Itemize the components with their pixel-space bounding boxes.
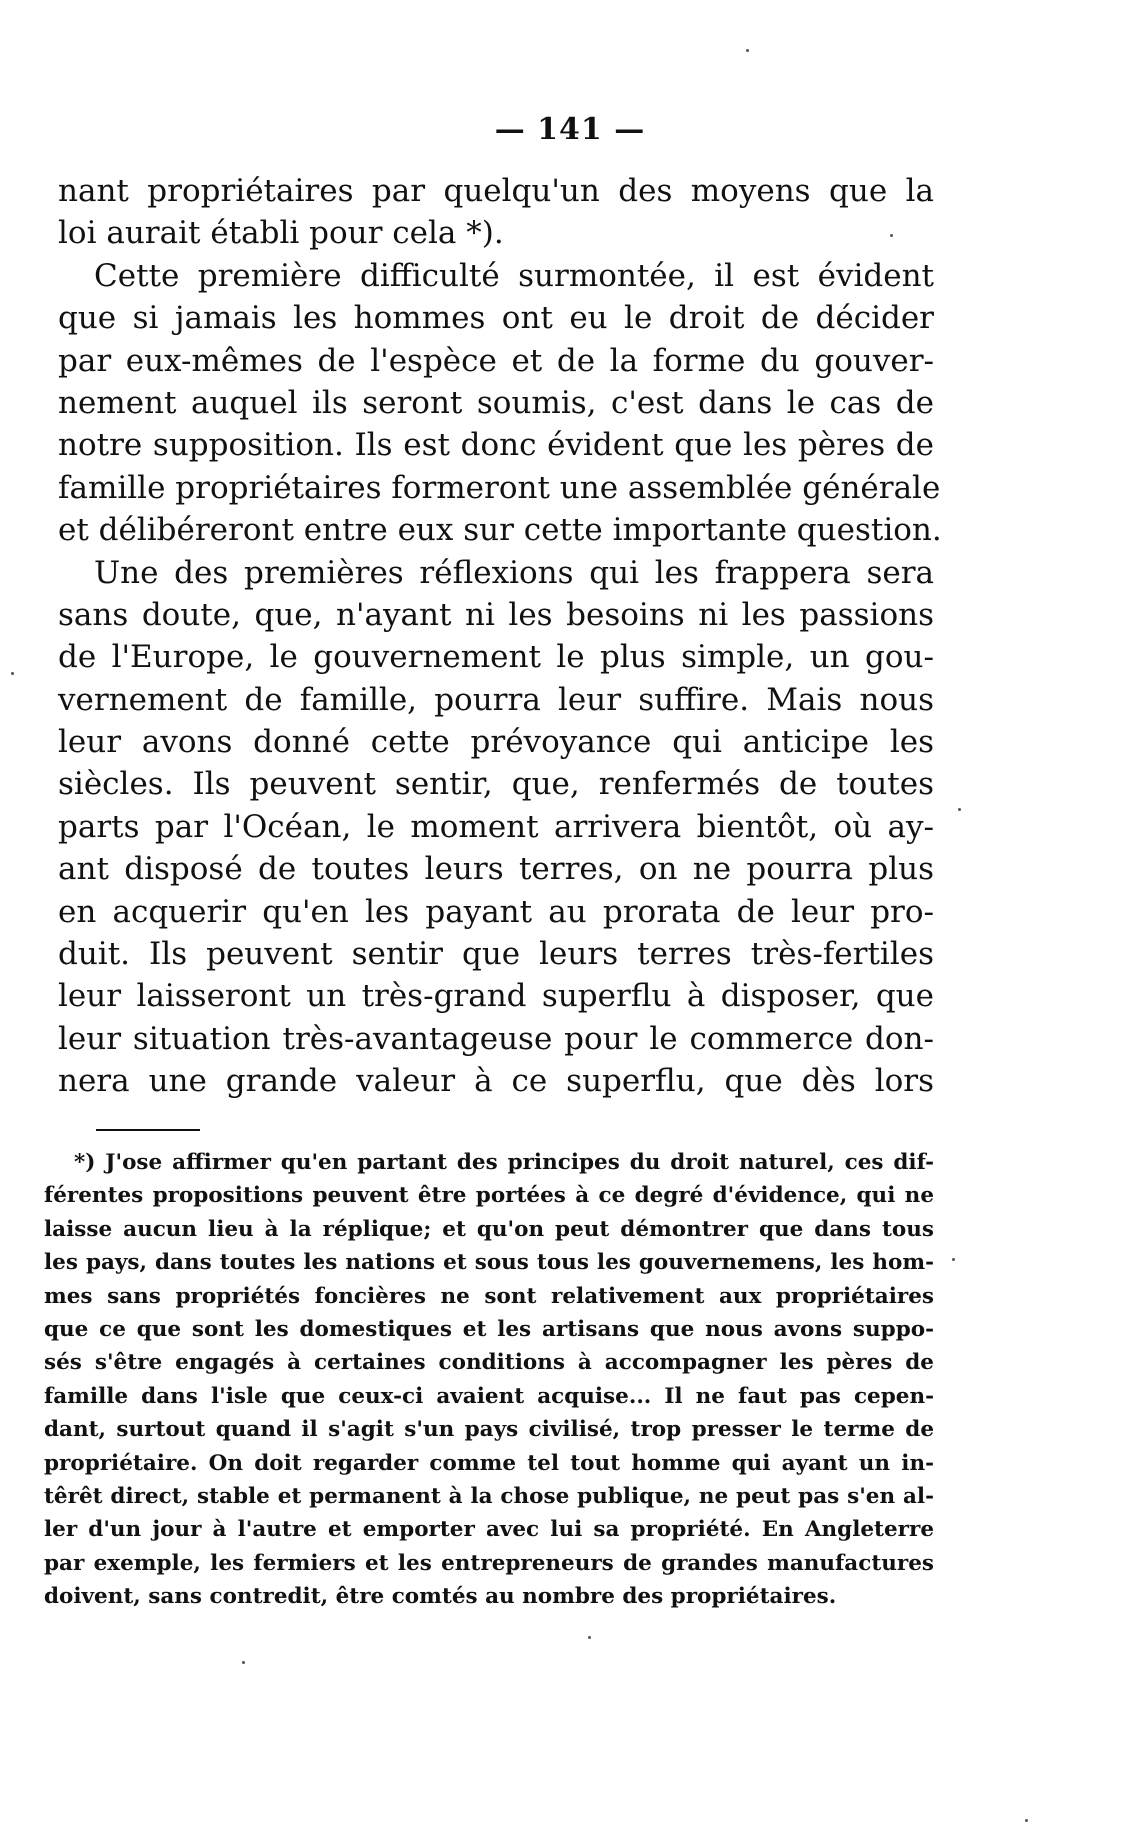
footnote-line: *) J'ose affirmer qu'en partant des principes du droit naturel, ces dif- xyxy=(74,1150,934,1175)
footnote-divider xyxy=(96,1129,200,1131)
body-line: famille propriétaires formeront une assemblée générale xyxy=(58,469,941,506)
scan-speck xyxy=(746,49,749,52)
footnote-line: mes sans propriétés foncières ne sont relativement aux propriétaires xyxy=(44,1283,934,1309)
body-line: Cette première difficulté surmontée, il est évident xyxy=(94,257,934,294)
body-line: siècles. Ils peuvent sentir, que, renfermés de toutes xyxy=(58,766,934,803)
body-line: de l'Europe, le gouvernement le plus simple, un gou- xyxy=(58,639,934,676)
footnote-line: têrêt direct, stable et permanent à la chose publique, ne peut pas s'en al- xyxy=(44,1483,934,1509)
body-line: en acquerir qu'en les payant au prorata de leur pro- xyxy=(58,893,934,930)
body-line: parts par l'Océan, le moment arrivera bientôt, où ay- xyxy=(58,808,934,845)
footnote-line: dant, surtout quand il s'agit s'un pays civilisé, trop presser le terme de xyxy=(44,1417,934,1443)
scan-speck xyxy=(588,1636,591,1639)
footnote-line: doivent, sans contredit, être comtés au nombre des propriétaires. xyxy=(44,1584,837,1610)
footnote-line: les pays, dans toutes les nations et sous tous les gouvernemens, les hom- xyxy=(44,1250,934,1276)
footnote xyxy=(44,1146,934,1613)
footnote-line: propriétaire. On doit regarder comme tel tout homme qui ayant un in- xyxy=(44,1450,934,1476)
scan-speck xyxy=(958,808,961,811)
body-line: nement auquel ils seront soumis, c'est dans le cas de xyxy=(58,384,934,421)
body-line: loi aurait établi pour cela *). xyxy=(58,215,504,252)
body-text xyxy=(58,170,942,1103)
footnote-line: famille dans l'isle que ceux-ci avaient acquise... Il ne faut pas cepen- xyxy=(44,1383,934,1409)
scan-speck xyxy=(11,672,14,675)
scan-speck xyxy=(890,234,893,237)
footnote-line: sés s'être engagés à certaines conditions à accompagner les pères de xyxy=(44,1350,934,1376)
body-line: nant propriétaires par quelqu'un des moyens que la xyxy=(58,173,934,209)
footnote-line: ler d'un jour à l'autre et emporter avec lui sa propriété. En Angleterre xyxy=(44,1517,934,1543)
body-line: sans doute, que, n'ayant ni les besoins ni les passions xyxy=(58,596,934,633)
scan-speck xyxy=(1025,1819,1028,1822)
body-line: notre supposition. Ils est donc évident que les pères de xyxy=(58,427,934,464)
body-line: Une des premières réflexions qui les frappera sera xyxy=(94,554,934,591)
footnote-line: férentes propositions peuvent être portées à ce degré d'évidence, qui ne xyxy=(44,1183,934,1209)
body-line: par eux-mêmes de l'espèce et de la forme du gouver- xyxy=(58,342,934,379)
body-line: et délibéreront entre eux sur cette importante question. xyxy=(58,512,942,549)
body-line: que si jamais les hommes ont eu le droit de décider xyxy=(58,300,934,337)
scan-speck xyxy=(952,1258,955,1261)
body-line: leur situation très-avantageuse pour le commerce don- xyxy=(58,1020,934,1057)
footnote-line: que ce que sont les domestiques et les artisans que nous avons suppo- xyxy=(44,1316,934,1342)
scan-speck xyxy=(242,1661,245,1664)
footnote-line: laisse aucun lieu à la réplique; et qu'on peut démontrer que dans tous xyxy=(44,1216,934,1242)
footnote-line: par exemple, les fermiers et les entrepreneurs de grandes manufactures xyxy=(44,1550,934,1576)
body-line: vernement de famille, pourra leur suffire. Mais nous xyxy=(58,681,934,718)
body-line: leur laisseront un très-grand superflu à disposer, que xyxy=(58,978,934,1015)
body-line: ant disposé de toutes leurs terres, on ne pourra plus xyxy=(58,851,934,888)
body-line: leur avons donné cette prévoyance qui anticipe les xyxy=(58,724,934,761)
page-number: — 141 — xyxy=(494,112,646,147)
body-line: duit. Ils peuvent sentir que leurs terres très-fertiles xyxy=(58,936,934,973)
body-line: nera une grande valeur à ce superflu, que dès lors xyxy=(58,1063,934,1100)
